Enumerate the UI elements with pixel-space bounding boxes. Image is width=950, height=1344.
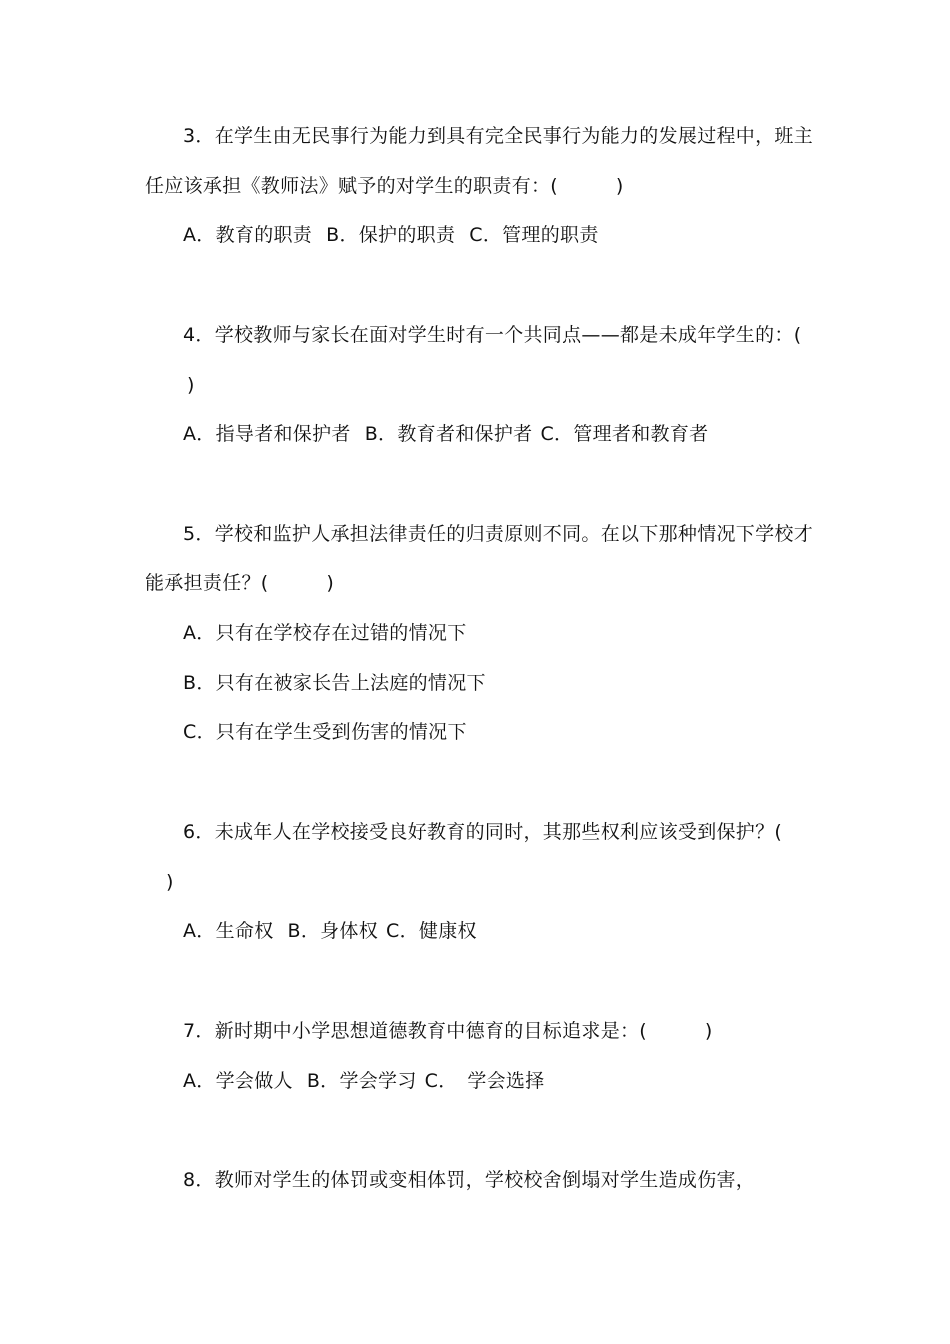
option-c: C．管理的职责 bbox=[469, 224, 599, 246]
question-3-options bbox=[183, 222, 599, 248]
question-7-text: 7．新时期中小学思想道德教育中德育的目标追求是：( ) bbox=[183, 1020, 713, 1042]
question-4-text: 4．学校教师与家长在面对学生时有一个共同点——都是未成年学生的：( bbox=[183, 324, 802, 346]
option-b: B．教育者和保护者 bbox=[364, 423, 533, 445]
option-b: B．身体权 bbox=[287, 920, 379, 942]
question-5-option-a: A．只有在学校存在过错的情况下 bbox=[183, 622, 467, 644]
question-6-options bbox=[183, 918, 477, 944]
question-6-text: 6．未成年人在学校接受良好教育的同时，其那些权利应该受到保护？( bbox=[183, 821, 783, 843]
question-4-options bbox=[183, 421, 708, 447]
question-3-text: 3．在学生由无民事行为能力到具有完全民事行为能力的发展过程中，班主 bbox=[183, 125, 813, 147]
option-a: A．指导者和保护者 bbox=[183, 423, 351, 445]
question-5-text: 5．学校和监护人承担法律责任的归责原则不同。在以下那种情况下学校才 bbox=[183, 523, 813, 545]
question-7-options bbox=[183, 1068, 545, 1094]
question-4-text-cont: ) bbox=[187, 374, 195, 396]
question-6-text-cont: ) bbox=[166, 871, 174, 893]
question-5-option-c: C．只有在学生受到伤害的情况下 bbox=[183, 721, 467, 743]
option-c: C．健康权 bbox=[386, 920, 477, 942]
question-8-text: 8．教师对学生的体罚或变相体罚，学校校舍倒塌对学生造成伤害， bbox=[183, 1169, 756, 1191]
option-a: A．生命权 bbox=[183, 920, 274, 942]
option-b: B．保护的职责 bbox=[326, 224, 456, 246]
option-c: C．管理者和教育者 bbox=[540, 423, 709, 445]
question-5-text-cont: 能承担责任？( ) bbox=[145, 572, 335, 594]
question-5-option-b: B．只有在被家长告上法庭的情况下 bbox=[183, 672, 486, 694]
question-3-text-cont: 任应该承担《教师法》赋予的对学生的职责有：( ) bbox=[145, 175, 624, 197]
option-c: C． 学会选择 bbox=[424, 1070, 545, 1092]
option-a: A．教育的职责 bbox=[183, 224, 313, 246]
option-b: B．学会学习 bbox=[306, 1070, 417, 1092]
option-a: A．学会做人 bbox=[183, 1070, 293, 1092]
